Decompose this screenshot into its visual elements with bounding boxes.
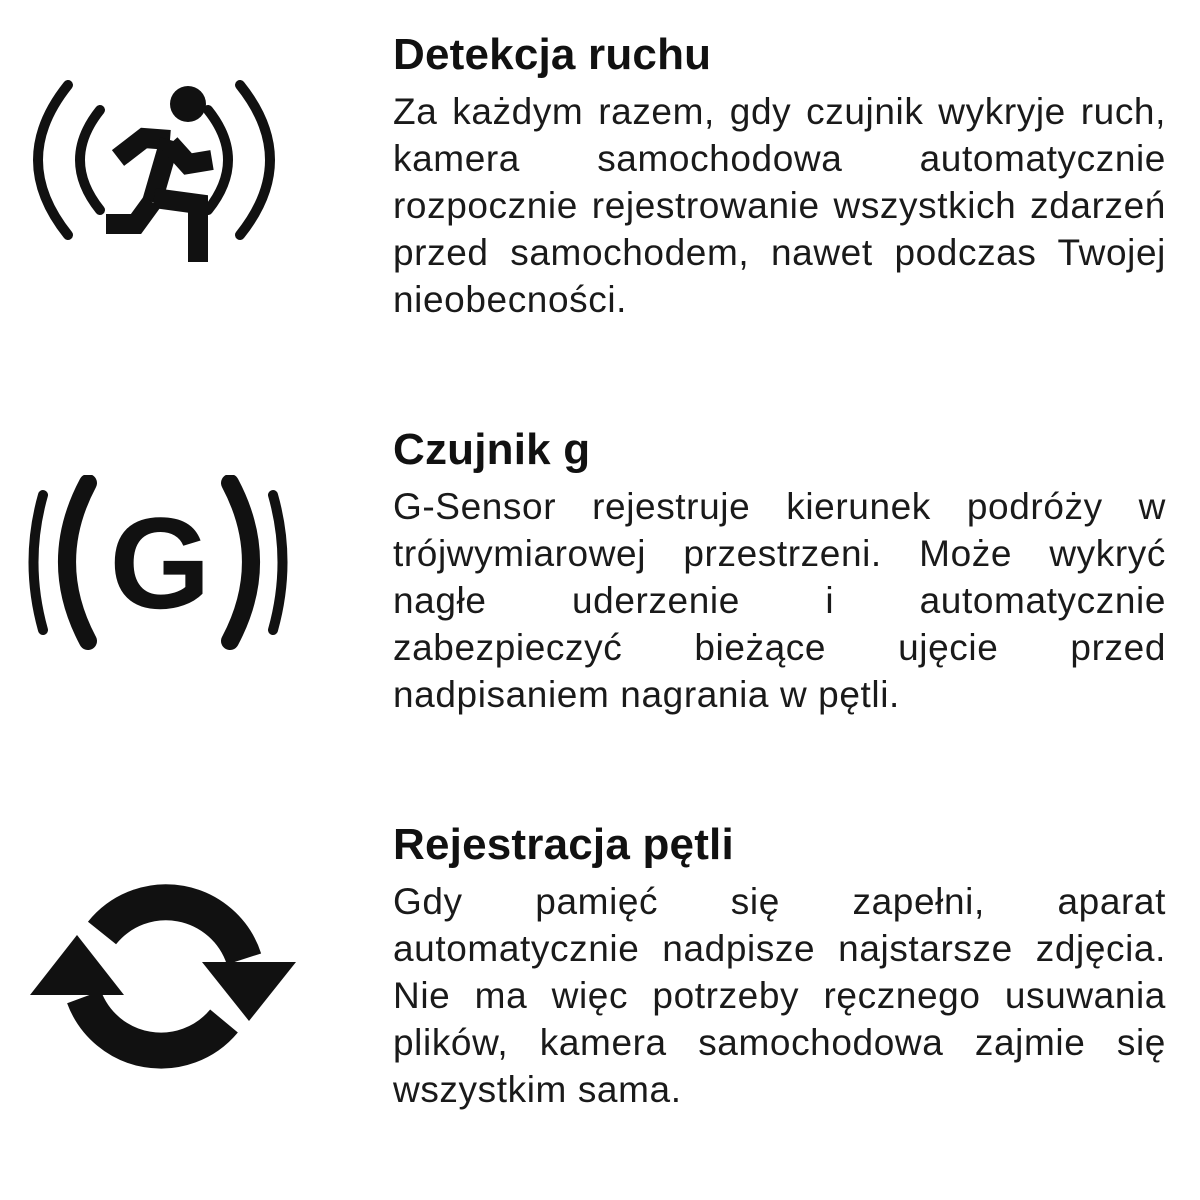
feature-text xyxy=(393,30,1166,323)
feature-title: Czujnik g xyxy=(393,425,591,474)
feature-title: Rejestracja pętli xyxy=(393,820,734,869)
feature-description: Za każdym razem, gdy czujnik wykryje ruch, kamera samochodowa automatycznie rozpocznie rejestrowanie wszystkich zdarzeń przed samochodem, nawet podczas Twojej nieobecności. xyxy=(393,91,1166,320)
g-letter: G xyxy=(109,490,211,636)
feature-text xyxy=(393,425,1166,718)
g-sensor-icon xyxy=(20,475,320,650)
feature-description: G-Sensor rejestruje kierunek podróży w trójwymiarowej przestrzeni. Może wykryć nagłe uderzenie i automatycznie zabezpieczyć bieżące ujęcie przed nadpisaniem nagrania w pętli. xyxy=(393,486,1166,715)
feature-title: Detekcja ruchu xyxy=(393,30,712,79)
feature-text xyxy=(393,820,1166,1113)
feature-description: Gdy pamięć się zapełni, aparat automatycznie nadpisze najstarsze zdjęcia. Nie ma więc potrzeby ręcznego usuwania plików, kamera samochodowa zajmie się wszystkim sama. xyxy=(393,881,1166,1110)
loop-arrows-icon xyxy=(20,845,320,1085)
running-person-motion-icon xyxy=(20,80,320,310)
